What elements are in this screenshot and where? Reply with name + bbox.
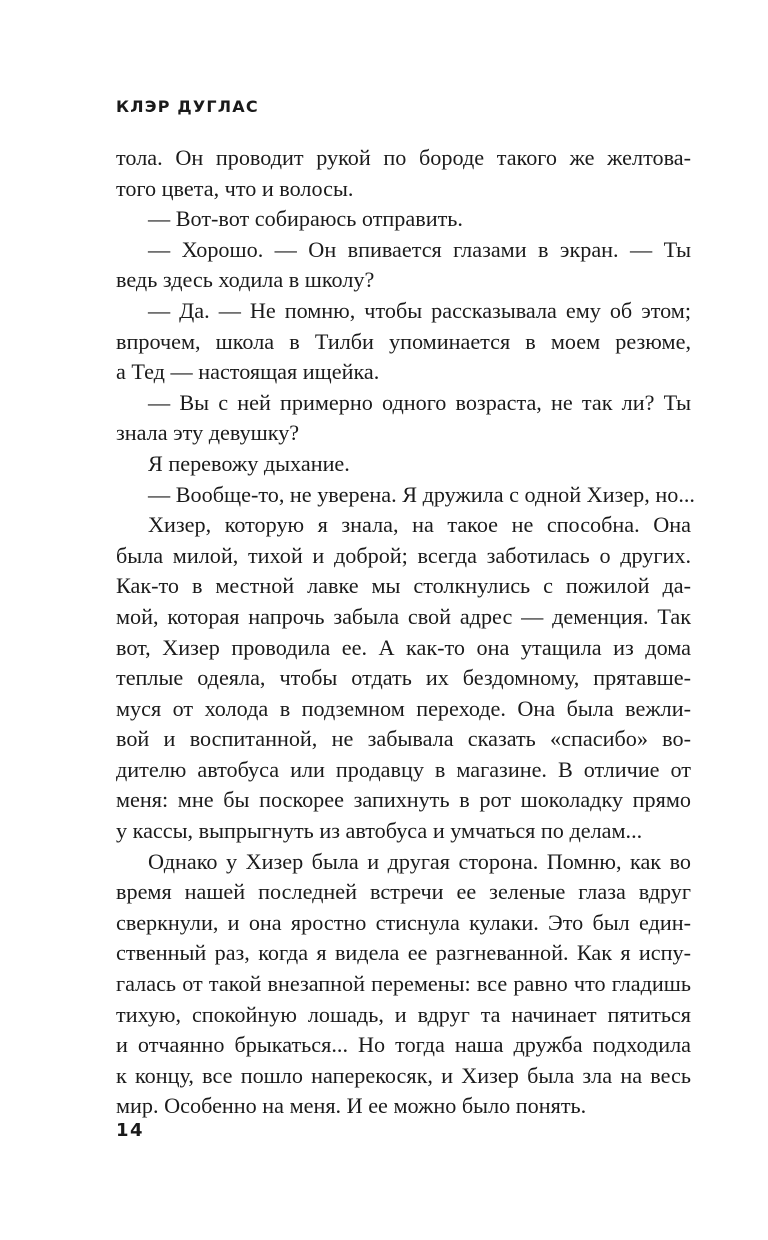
text-line: вот, Хизер проводила ее. А как-то она утащила из дома (116, 634, 691, 660)
text-line: ственный раз, когда я видела ее разгневанной. Как я испу- (116, 940, 691, 966)
text-line: к концу, все пошло наперекосяк, и Хизер была зла на весь (116, 1062, 691, 1088)
text-line: ведь здесь ходила в школу? (116, 267, 375, 293)
text-line: Как-то в местной лавке мы столкнулись с пожилой да- (116, 573, 691, 599)
text-line: впрочем, школа в Тилби упоминается в моем резюме, (116, 328, 691, 354)
text-line: знала эту девушку? (116, 420, 300, 446)
text-line: сверкнули, и она яростно стиснула кулаки. Это был един- (116, 909, 691, 935)
running-head-author: КЛЭР ДУГЛАС (116, 97, 259, 116)
text-line: — Вообще-то, не уверена. Я дружила с одной Хизер, но... (148, 481, 695, 507)
text-line: была милой, тихой и доброй; всегда заботилась о других. (116, 542, 691, 568)
text-line: галась от такой внезапной перемены: все равно что гладишь (116, 971, 691, 997)
text-line: — Хорошо. — Он впивается глазами в экран. — Ты (148, 236, 691, 262)
text-line: Хизер, которую я знала, на такое не способна. Она (148, 512, 691, 538)
text-line: мир. Особенно на меня. И ее можно было понять. (116, 1093, 587, 1119)
text-line: того цвета, что и волосы. (116, 175, 354, 201)
text-line: дителю автобуса или продавцу в магазине. В отличие от (116, 756, 691, 782)
text-line: тихую, спокойную лошадь, и вдруг та начинает пятиться (116, 1001, 691, 1027)
text-line: Я перевожу дыхание. (148, 450, 350, 476)
text-line: вой и воспитанной, не забывала сказать «спасибо» во- (116, 726, 691, 752)
text-line: а Тед — настоящая ищейка. (116, 359, 380, 385)
text-line: — Вот-вот собираюсь отправить. (148, 206, 463, 232)
text-line: теплые одеяла, чтобы отдать их бездомному, прятавше- (116, 665, 691, 691)
text-line: у кассы, выпрыгнуть из автобуса и умчаться по делам... (116, 818, 643, 844)
text-line: Однако у Хизер была и другая сторона. Помню, как во (148, 848, 691, 874)
body-text (116, 143, 695, 1122)
text-line: мой, которая напрочь забыла свой адрес — деменция. Так (116, 603, 691, 629)
text-line: тола. Он проводит рукой по бороде такого же желтова- (116, 145, 691, 170)
page-number: 14 (116, 1120, 145, 1141)
text-line: меня: мне бы поскорее запихнуть в рот шоколадку прямо (116, 787, 691, 813)
text-line: — Да. — Не помню, чтобы рассказывала ему об этом; (148, 297, 691, 323)
text-line: — Вы с ней примерно одного возраста, не так ли? Ты (148, 389, 691, 415)
text-line: время нашей последней встречи ее зеленые глаза вдруг (116, 879, 691, 905)
text-line: и отчаянно брыкаться... Но тогда наша дружба подходила (116, 1032, 691, 1058)
text-line: муся от холода в подземном переходе. Она была вежли- (116, 695, 691, 721)
